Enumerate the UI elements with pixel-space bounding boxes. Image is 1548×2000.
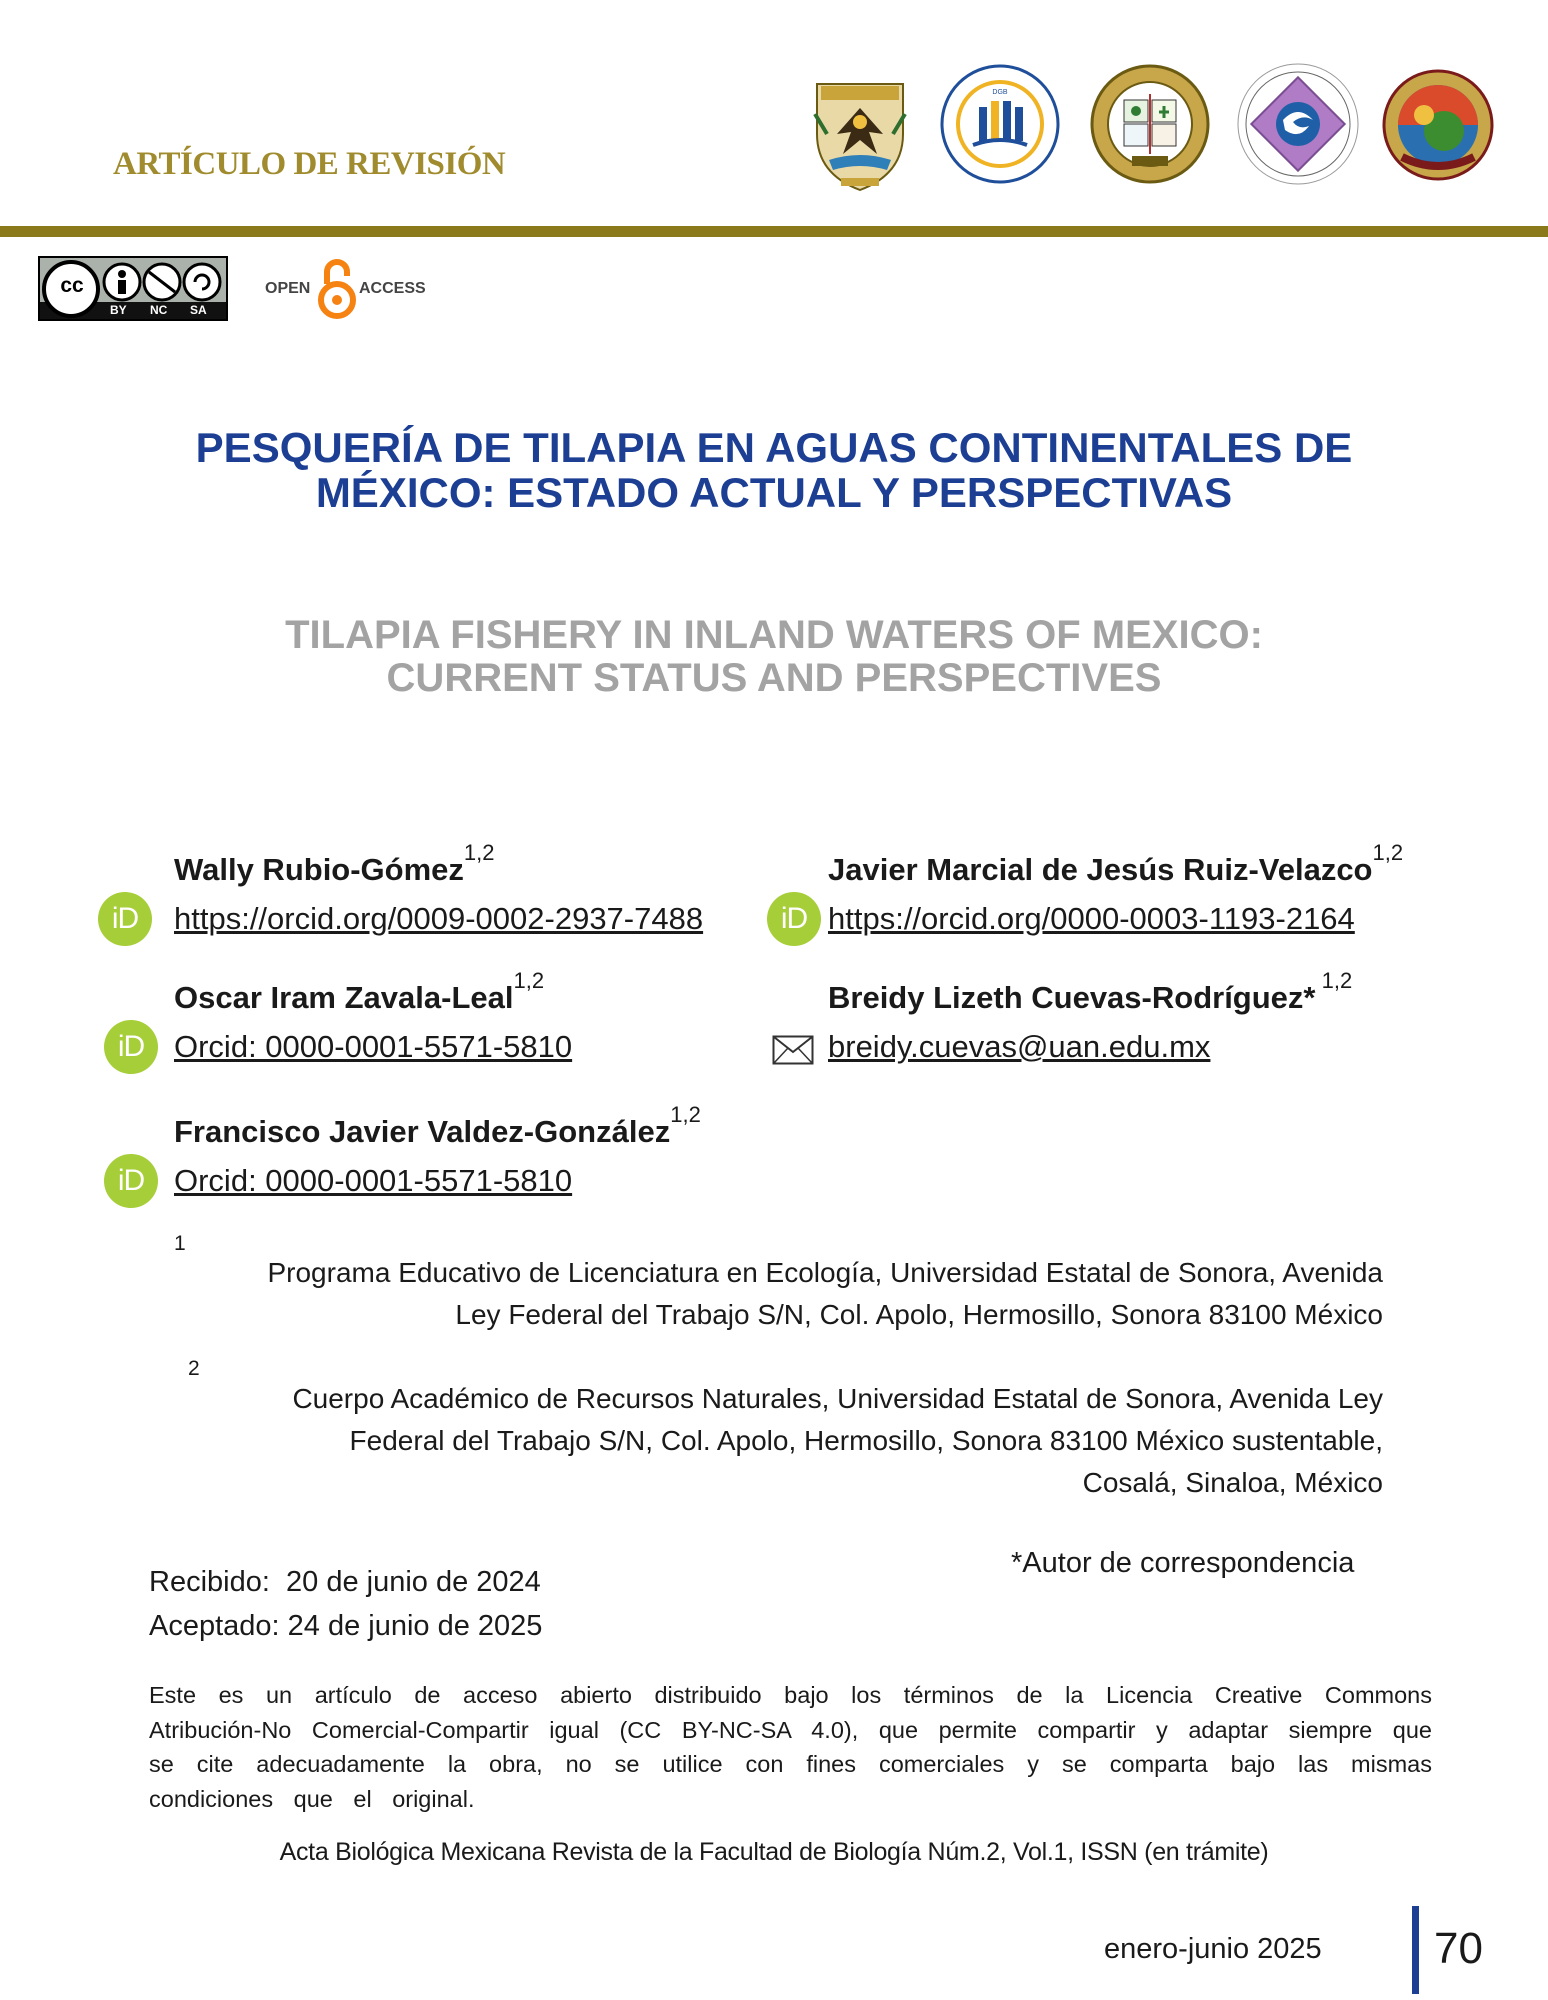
article-title-spanish	[120, 425, 1428, 515]
issue-period: enero-junio 2025	[1104, 1933, 1322, 1965]
page-number: 70	[1434, 1924, 1483, 1973]
author-5-orcid-link[interactable]: Orcid: 0000-0001-5571-5810	[174, 1163, 573, 1198]
received-date: Recibido: 20 de junio de 2024	[149, 1566, 541, 1598]
open-access-badge[interactable]	[265, 258, 435, 320]
affiliation-2	[170, 1378, 1383, 1504]
article-title-english	[120, 614, 1428, 700]
author-name-5	[174, 1102, 701, 1150]
author-1-name-text: Wally Rubio-Gómez	[174, 852, 464, 887]
author-name-3	[174, 968, 545, 1016]
author-3-orcid-link[interactable]: Orcid: 0000-0001-5571-5810	[174, 1029, 573, 1064]
title-es-line2: MÉXICO: ESTADO ACTUAL Y PERSPECTIVAS	[315, 469, 1233, 516]
affiliation-1-line1: Programa Educativo de Licenciatura en Ecología, Universidad Estatal de Sonora, Avenida	[267, 1257, 1383, 1288]
page-number-bar	[1412, 1906, 1419, 1994]
orcid-icon[interactable]: iD	[98, 892, 152, 946]
author-3-affiliation-sup: 1,2	[513, 968, 545, 993]
author-1-affiliation-sup: 1,2	[463, 840, 495, 865]
cc-term-sa: SA	[190, 303, 207, 317]
title-en-line2: CURRENT STATUS AND PERSPECTIVES	[386, 656, 1162, 700]
uas-repository-seal-logo	[939, 63, 1061, 185]
author-name-1	[174, 840, 495, 888]
license-statement: Este es un artículo de acceso abierto distribuido bajo los términos de la Licencia Creative Commons Atribución-No Comercial-Compartir igual (CC BY-NC-SA 4.0), que permite compartir y adaptar siempre que se cite adecuadamente la obra, no se utilice con fines comerciales y se comparta bajo las mismas condiciones que el original.	[149, 1682, 1432, 1812]
title-es-line1: PESQUERÍA DE TILAPIA EN AGUAS CONTINENTALES DE	[195, 424, 1353, 471]
author-2-name-text: Javier Marcial de Jesús Ruiz-Velazco	[828, 852, 1373, 887]
section-label: ARTÍCULO DE REVISIÓN	[113, 146, 506, 182]
journal-citation: Acta Biológica Mexicana Revista de la Facultad de Biología Núm.2, Vol.1, ISSN (en trámite)	[279, 1838, 1269, 1866]
author-3-name-text: Oscar Iram Zavala-Leal	[174, 980, 514, 1015]
orcid-icon[interactable]: iD	[104, 1020, 158, 1074]
cc-term-by: BY	[110, 303, 127, 317]
mail-icon[interactable]	[772, 1035, 814, 1065]
orcid-icon[interactable]: iD	[767, 892, 821, 946]
affiliation-2-line1: Cuerpo Académico de Recursos Naturales, Universidad Estatal de Sonora, Avenida Ley	[292, 1383, 1383, 1414]
cc-term-nc: NC	[150, 303, 168, 317]
acta-biologica-mexicana-seal-logo	[1382, 67, 1494, 185]
orcid-icon[interactable]: iD	[104, 1154, 158, 1208]
facultad-de-ciencias-seal-logo	[1233, 60, 1363, 188]
author-1-orcid-link[interactable]: https://orcid.org/0009-0002-2937-7488	[174, 901, 704, 936]
affiliation-2-sup: 2	[188, 1357, 200, 1380]
affiliation-1	[170, 1252, 1383, 1336]
author-2-orcid-link[interactable]: https://orcid.org/0000-0003-1193-2164	[828, 901, 1355, 936]
author-5-affiliation-sup: 1,2	[670, 1102, 701, 1127]
cc-icon-text: cc	[60, 274, 84, 297]
author-name-2	[828, 840, 1404, 888]
creative-commons-badge[interactable]	[38, 256, 228, 321]
author-2-affiliation-sup: 1,2	[1372, 840, 1404, 865]
accepted-date: Aceptado: 24 de junio de 2025	[149, 1610, 543, 1642]
open-access-lock-icon	[317, 258, 357, 320]
author-5-name-text: Francisco Javier Valdez-González	[174, 1114, 671, 1149]
open-access-label-left: OPEN	[265, 280, 311, 297]
svg-text:DGB: DGB	[992, 89, 1008, 96]
facultad-biologia-crest-logo	[807, 74, 913, 194]
header-rule	[0, 226, 1548, 237]
affiliation-1-sup: 1	[174, 1232, 186, 1255]
author-name-4	[828, 968, 1353, 1016]
affiliation-2-line2: Federal del Trabajo S/N, Col. Apolo, Hermosillo, Sonora 83100 México sustentable,	[349, 1425, 1383, 1456]
title-en-line1: TILAPIA FISHERY IN INLAND WATERS OF MEXICO:	[285, 613, 1263, 657]
facultad-de-biologia-seal-logo	[1090, 64, 1210, 184]
author-4-name-text: Breidy Lizeth Cuevas-Rodríguez*	[828, 980, 1316, 1015]
author-4-email-link[interactable]: breidy.cuevas@uan.edu.mx	[828, 1029, 1211, 1064]
open-access-label-right: ACCESS	[359, 280, 426, 297]
affiliation-1-line2: Ley Federal del Trabajo S/N, Col. Apolo, Hermosillo, Sonora 83100 México	[455, 1299, 1383, 1330]
corresponding-author-note: *Autor de correspondencia	[1011, 1547, 1355, 1579]
affiliation-2-line3: Cosalá, Sinaloa, México	[1082, 1467, 1383, 1498]
author-4-affiliation-sup: 1,2	[1315, 968, 1353, 993]
